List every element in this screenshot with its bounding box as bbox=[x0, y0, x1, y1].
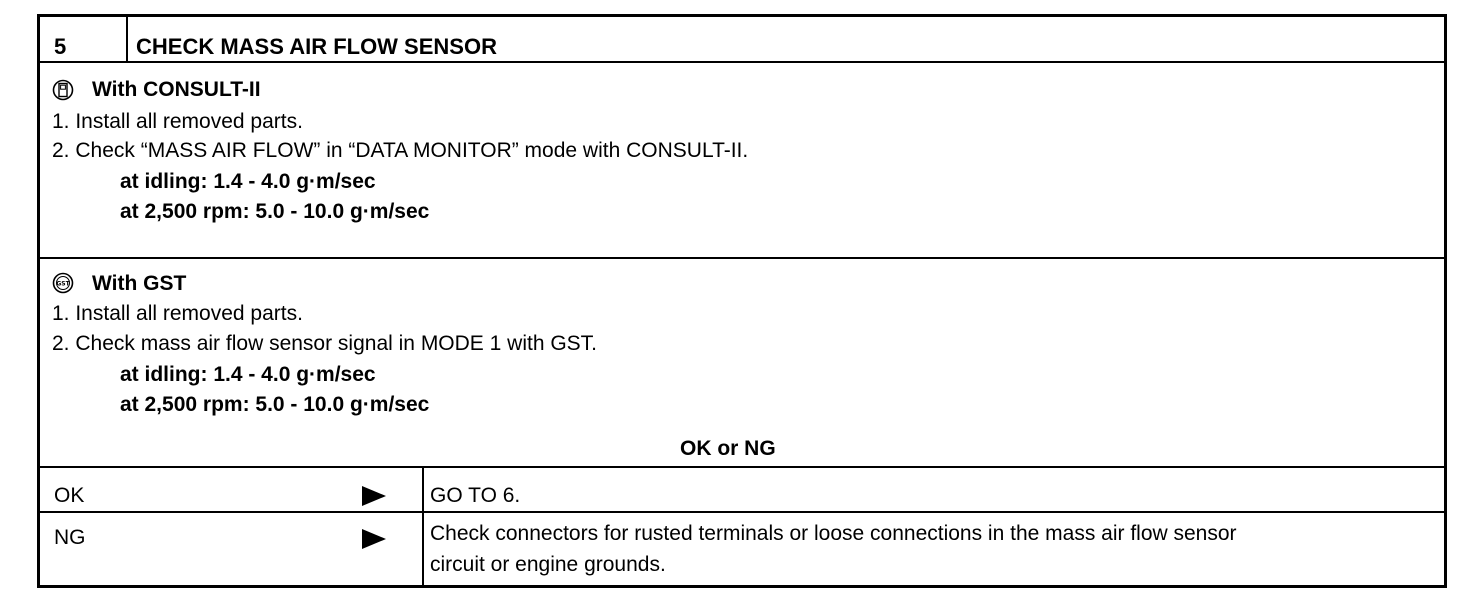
diagnostic-step-table bbox=[37, 14, 1447, 588]
section-divider bbox=[40, 257, 1444, 259]
consult-step-2: 2. Check “MASS AIR FLOW” in “DATA MONITOR” mode with CONSULT-II. bbox=[52, 139, 749, 162]
gst-spec-idle: at idling: 1.4 - 4.0 g·m/sec bbox=[120, 363, 376, 386]
results-mid-rule bbox=[40, 511, 1444, 513]
gst-spec-2500: at 2,500 rpm: 5.0 - 10.0 g·m/sec bbox=[120, 393, 430, 416]
results-top-rule bbox=[40, 466, 1444, 468]
consult-spec-2500: at 2,500 rpm: 5.0 - 10.0 g·m/sec bbox=[120, 200, 430, 223]
header-divider bbox=[126, 17, 128, 61]
step-number: 5 bbox=[54, 34, 67, 59]
result-prompt: OK or NG bbox=[680, 437, 776, 460]
header-bottom-rule bbox=[40, 61, 1444, 63]
step-title: CHECK MASS AIR FLOW SENSOR bbox=[136, 34, 497, 59]
result-ok-action: GO TO 6. bbox=[430, 484, 521, 507]
results-column-divider bbox=[422, 466, 424, 588]
gst-step-2: 2. Check mass air flow sensor signal in MODE 1 with GST. bbox=[52, 332, 598, 355]
result-ng-arrow-icon bbox=[362, 529, 386, 549]
consult-heading: With CONSULT-II bbox=[92, 78, 261, 101]
result-ng-status: NG bbox=[54, 526, 86, 549]
gst-tool-icon bbox=[52, 272, 74, 299]
result-ng-action-line-1: Check connectors for rusted terminals or loose connections in the mass air flow sensor bbox=[430, 522, 1237, 545]
result-ng-action-line-2: circuit or engine grounds. bbox=[430, 553, 666, 576]
consult-spec-idle: at idling: 1.4 - 4.0 g·m/sec bbox=[120, 170, 376, 193]
svg-text:GST: GST bbox=[56, 280, 70, 288]
consult-tool-icon bbox=[52, 79, 74, 106]
result-ok-status: OK bbox=[54, 484, 85, 507]
consult-step-1: 1. Install all removed parts. bbox=[52, 110, 303, 133]
gst-step-1: 1. Install all removed parts. bbox=[52, 302, 303, 325]
gst-heading: With GST bbox=[92, 272, 187, 295]
result-ok-arrow-icon bbox=[362, 486, 386, 506]
